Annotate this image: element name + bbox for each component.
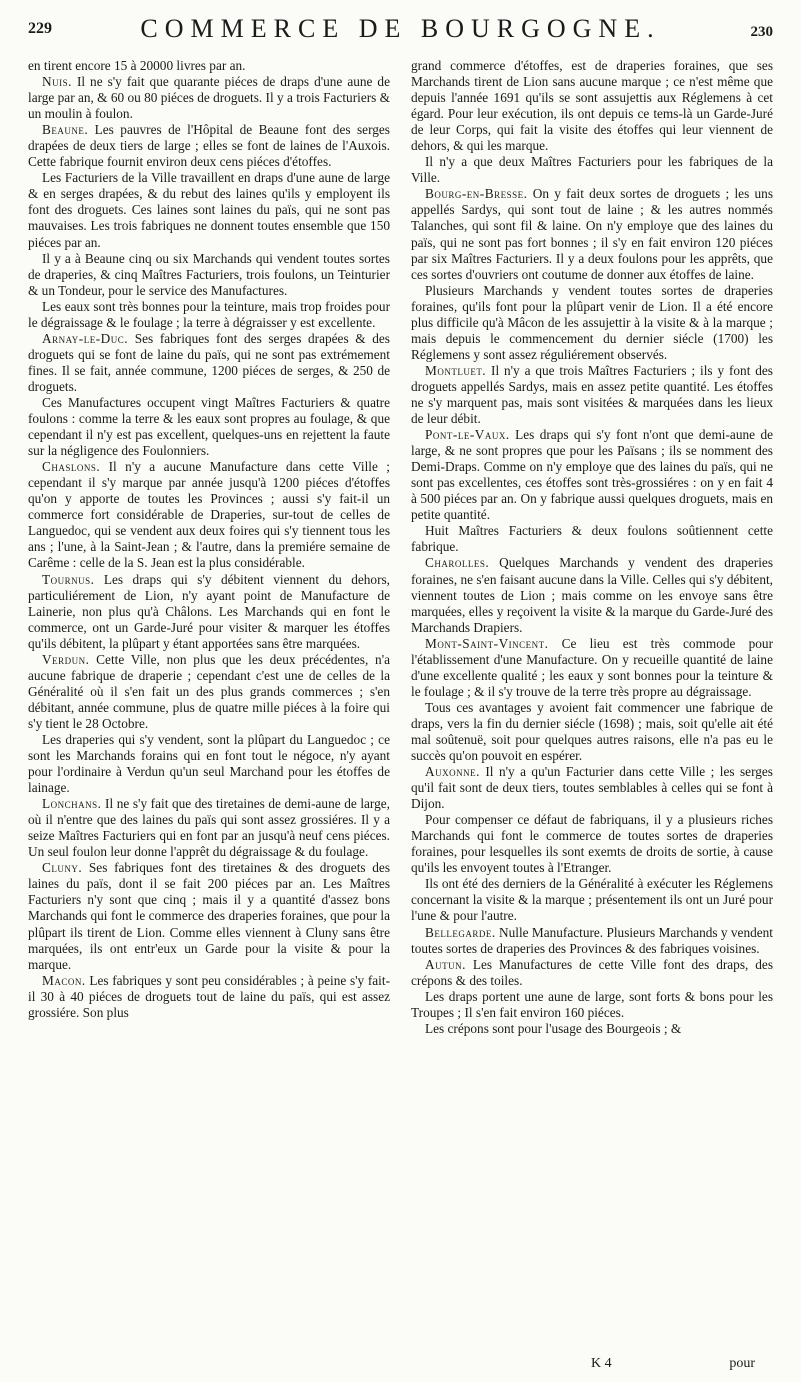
paragraph-text: Ces Manufactures occupent vingt Maîtres Facturiers & quatre foulons : comme la terre & les eaux sont propres au foulage, & que cependant il n'y est pas excellent, quelques-uns en rejettent la faute sur la négligence des Foulonniers.	[28, 394, 390, 459]
right-column-paragraph	[411, 363, 773, 427]
entry-heading: Montluet.	[425, 362, 487, 378]
running-title: COMMERCE DE BOURGOGNE.	[140, 14, 661, 43]
left-column-paragraph	[28, 251, 390, 299]
right-column-paragraph	[411, 186, 773, 282]
left-column-paragraph	[28, 58, 390, 74]
paragraph-text: Il n'y a aucune Manufacture dans cette Ville ; cependant il s'y marque par année jusqu'à 1200 piéces d'étoffes qu'on y apporte de toutes les Provinces ; aussi s'y fait-il un commerce fort considérable de Draperies, sur-tout de celles de Languedoc, qui se vendent aux deux foires qui s'y tiennent tous les ans ; l'une, à la Saint-Jean ; & l'autre, dans la premiére semaine de Carême : celle de la S. Jean est la plus considérable.	[28, 459, 390, 571]
paragraph-text: en tirent encore 15 à 20000 livres par an.	[28, 58, 246, 73]
paragraph-text: Ses fabriques font des tiretaines & des droguets des laines du païs, dont il se fait 200 piéces par an. Les Maîtres Facturiers n'y sont que cinq ; mais il y a quantité d'assez bons Marchands qui font le commerce des draperies foraines, que pour la plûpart ils tirent de Lion. Comme elles viennent à Cluny sans être marquées, ils ont entr'eux un Garde pour la visite & pour la marque.	[28, 860, 390, 972]
entry-heading: Mont-Saint-Vincent.	[425, 635, 549, 651]
right-column-paragraph	[411, 764, 773, 812]
right-column	[411, 58, 773, 1037]
right-column-paragraph	[411, 1021, 773, 1037]
right-column-paragraph	[411, 989, 773, 1021]
signature-mark: K 4	[591, 1356, 612, 1371]
entry-heading: Chaslons.	[42, 459, 101, 475]
left-column-paragraph	[28, 459, 390, 571]
paragraph-text: Cette Ville, non plus que les deux précédentes, n'a aucune fabrique de draperie ; cependant c'est une de celles de la Généralité où il s'en fait un des plus grands commerces ; s'en débitant, année commune, plus de quatre mille piéces à la foire qui s'y tient le 28 Octobre.	[28, 651, 390, 731]
entry-heading: Autun.	[425, 956, 466, 972]
paragraph-text: Ce lieu est très commode pour l'établissement d'une Manufacture. On y recueille quantité de laine d'une excellente qualité ; les eaux y sont bonnes pour la teinture & le foulage ; & il s'y trouve de la terre très propre au dégraissage.	[411, 635, 773, 699]
paragraph-text: Les crépons sont pour l'usage des Bourgeois ; &	[425, 1020, 682, 1036]
entry-heading: Macon.	[42, 972, 86, 988]
entry-heading: Cluny.	[42, 860, 83, 876]
left-column-paragraph	[28, 973, 390, 1021]
paragraph-text: Il ne s'y fait que des tiretaines de demi-aune de large, où il n'entre que des laines du païs qui sont assez grossiéres. Il y a seize Maîtres Facturiers qui en font par an jusqu'à neuf cens piéces. Un seul foulon leur donne l'apprêt du dégraissage & du foulage.	[28, 796, 390, 860]
right-column-paragraph	[411, 154, 773, 186]
entry-heading: Charolles.	[425, 555, 490, 571]
entry-heading: Pont-le-Vaux.	[425, 427, 510, 443]
paragraph-text: Les draps qui s'y font n'ont que demi-aune de large, & ne sont propres que pour les Païsans ; ils se nomment des Demi-Draps. Comme on n'y employe que des laines du païs, qui ne sont pas excellentes, ces étoffes sont très-grossiéres : on y en fait 4 à 500 piéces par an. On y fabrique aussi quelques droguets, mais en petite quantité.	[411, 427, 773, 523]
entry-heading: Bellegarde.	[425, 924, 496, 940]
left-column-paragraph	[28, 652, 390, 732]
paragraph-text: Les fabriques y sont peu considérables ; à peine s'y fait-il 30 à 40 piéces de droguets tout de laine du païs, qui est assez grossiére. Son plus	[28, 972, 390, 1020]
paragraph-text: Nulle Manufacture. Plusieurs Marchands y vendent toutes sortes de draperies des Provinces & des fabriques voisines.	[411, 924, 774, 956]
paragraph-text: Il n'y a que deux Maîtres Facturiers pour les fabriques de la Ville.	[411, 154, 773, 186]
entry-heading: Beaune.	[42, 122, 89, 138]
paragraph-text: Plusieurs Marchands y vendent toutes sortes de draperies foraines, qu'ils font pour la plûpart venir de Lion. Il a été encore plus difficile qu'à Mâcon de les assujettir à la visite & à la marque ; mais depuis le commencement du dernier siécle (1700) les Réglemens y sont assez réguliérement observés.	[411, 282, 773, 362]
left-column-paragraph	[28, 331, 390, 395]
paragraph-text: Il n'y a que trois Maîtres Facturiers ; ils y font des droguets appellés Sardys, mais en assez petite quantité. Les étoffes ne s'y marquent pas, mais sont visitées & marquées dans les lieux de leur débit.	[411, 362, 773, 427]
entry-heading: Verdun.	[42, 651, 90, 667]
left-column-paragraph	[28, 299, 390, 331]
paragraph-text: Les draps qui s'y débitent viennent du dehors, particuliérement de Lion, n'y ayant point de Manufacture de Lainerie, non plus qu'à Châlons. Les Marchands qui en font le commerce, ont un Garde-Juré pour visiter & marquer les étoffes qu'ils débitent, la plûpart y étant apportées sans être marquées.	[28, 571, 390, 651]
paragraph-text: Huit Maîtres Facturiers & deux foulons soûtiennent cette fabrique.	[411, 523, 773, 555]
paragraph-text: Il ne s'y fait que quarante piéces de draps d'une aune de large par an, & 60 ou 80 piéces de droguets. Il y a trois Facturiers & un moulin à foulon.	[28, 74, 390, 122]
paragraph-text: Les Facturiers de la Ville travaillent en draps d'une aune de large & en serges drapées, & du rebut des laines qu'ils y employent ils font des droguets. Ces laines sont laines du païs, qui ne sont pas mauvaises. Les trois fabriques ne donnent toutes ensemble que 150 piéces par an.	[28, 170, 390, 250]
entry-heading: Auxonne.	[425, 764, 480, 780]
right-column-paragraph	[411, 283, 773, 363]
right-column-paragraph	[411, 925, 773, 957]
page-footer	[411, 1356, 773, 1374]
right-column-paragraph	[411, 427, 773, 523]
right-column-paragraph	[411, 812, 773, 876]
right-column-paragraph	[411, 700, 773, 764]
right-column-paragraph	[411, 58, 773, 154]
left-column-paragraph	[28, 796, 390, 860]
right-column-paragraph	[411, 523, 773, 555]
right-column-paragraph	[411, 555, 773, 635]
paragraph-text: Ses fabriques font des serges drapées & des droguets qui se font de laine du païs, qui ne sont pas extrémement fines. Il se fait, année commune, 1200 piéces de serges, & 250 de droguets.	[28, 330, 390, 394]
paragraph-text: Pour compenser ce défaut de fabriquans, il y a plusieurs riches Marchands qui font le commerce de toutes sortes de draperies foraines, pour lesquelles ils sont exemts de droits de sortie, à cause qu'ils les envoyent toutes à l'Etranger.	[411, 812, 773, 876]
right-column-paragraph	[411, 636, 773, 700]
catchword: pour	[729, 1356, 755, 1371]
page-number-left: 229	[28, 20, 52, 37]
entry-heading: Lonchans.	[42, 796, 102, 812]
right-column-paragraph	[411, 957, 773, 989]
paragraph-text: On y fait deux sortes de droguets ; les uns appellés Sardys, qui sont tout de laine ; & les autres nommés Talanches, qui sont fil & laine. On n'y employe que des laines du païs, qui ne sont pas fort bonnes ; il s'y en fait environ 120 piéces par six Maîtres Facturiers. Il y a deux foulons pour les apprêts, que ces sortes d'ouvriers ont coutume de donner aux étoffes de laine.	[411, 186, 773, 282]
paragraph-text: grand commerce d'étoffes, est de draperies foraines, que ses Marchands tirent de Lion sans aucune marque ; ce n'est même que depuis l'année 1691 qu'ils se sont assujettis aux Réglemens à cet égard. Pour leur exécution, ils ont depuis ce tems-là un Garde-Juré de leur Corps, qui fait la visite des étoffes qui leur viennent de dehors, & qui les marque.	[411, 58, 773, 154]
left-column-paragraph	[28, 122, 390, 170]
paragraph-text: Tous ces avantages y avoient fait commencer une fabrique de draps, vers la fin du dernier siécle (1698) ; mais, soit qu'elle ait été mal soûtenuë, soit pour quelques autres raisons, elle n'a pas eu le succès qu'on pouvoit en espérer.	[411, 699, 773, 764]
left-column-paragraph	[28, 170, 390, 250]
left-column	[28, 58, 390, 1021]
paragraph-text: Il n'y a qu'un Facturier dans cette Ville ; les serges qu'il fait sont de deux tiers, toutes semblables à celles qui se font à Dijon.	[411, 764, 773, 812]
paragraph-text: Les Manufactures de cette Ville font des draps, des crépons & des toiles.	[411, 956, 773, 988]
left-column-paragraph	[28, 74, 390, 122]
paragraph-text: Quelques Marchands y vendent des draperies foraines, ne s'en faisant aucune dans la Ville. Celles qui s'y débitent, viennent toutes de Lion ; mais comme on les envoye sans être marquées, elles y reçoivent la visite & la marque du Garde-Juré des Marchands Drapiers.	[411, 555, 773, 635]
left-column-paragraph	[28, 572, 390, 652]
entry-heading: Tournus.	[42, 571, 95, 587]
paragraph-text: Les pauvres de l'Hôpital de Beaune font des serges drapées de deux tiers de large ; elles se font de laines de l'Auxois. Cette fabrique fournit environ deux cens piéces d'étoffes.	[28, 122, 390, 170]
entry-heading: Arnay-le-Duc.	[42, 330, 129, 346]
paragraph-text: Les eaux sont très bonnes pour la teinture, mais trop froides pour le dégraissage & le foulage ; la terre à dégraisser y est excellente.	[28, 298, 390, 330]
paragraph-text: Il y a à Beaune cinq ou six Marchands qui vendent toutes sortes de draperies, & cinq Maîtres Facturiers, trois foulons, un Teinturier & un Tondeur, pour le service des Manufactures.	[28, 250, 390, 298]
entry-heading: Bourg-en-Bresse.	[425, 186, 528, 202]
page-number-right: 230	[750, 24, 773, 40]
left-column-paragraph	[28, 732, 390, 796]
left-column-paragraph	[28, 395, 390, 459]
paragraph-text: Les draps portent une aune de large, sont forts & bons pour les Troupes ; Il s'en fait environ 160 piéces.	[411, 988, 773, 1020]
page-header	[28, 14, 773, 44]
paragraph-text: Ils ont été des derniers de la Généralité à exécuter les Réglemens concernant la visite & la marque ; présentement ils ont un Juré pour l'une & pour l'autre.	[411, 876, 773, 924]
entry-heading: Nuis.	[42, 74, 72, 90]
paragraph-text: Les draperies qui s'y vendent, sont la plûpart du Languedoc ; ce sont les Marchands forains qui en font tout le négoce, n'y ayant pour l'ordinaire à Verdun qu'un seul Marchand pour les étoffes de lainage.	[28, 731, 390, 796]
left-column-paragraph	[28, 860, 390, 972]
right-column-paragraph	[411, 876, 773, 924]
